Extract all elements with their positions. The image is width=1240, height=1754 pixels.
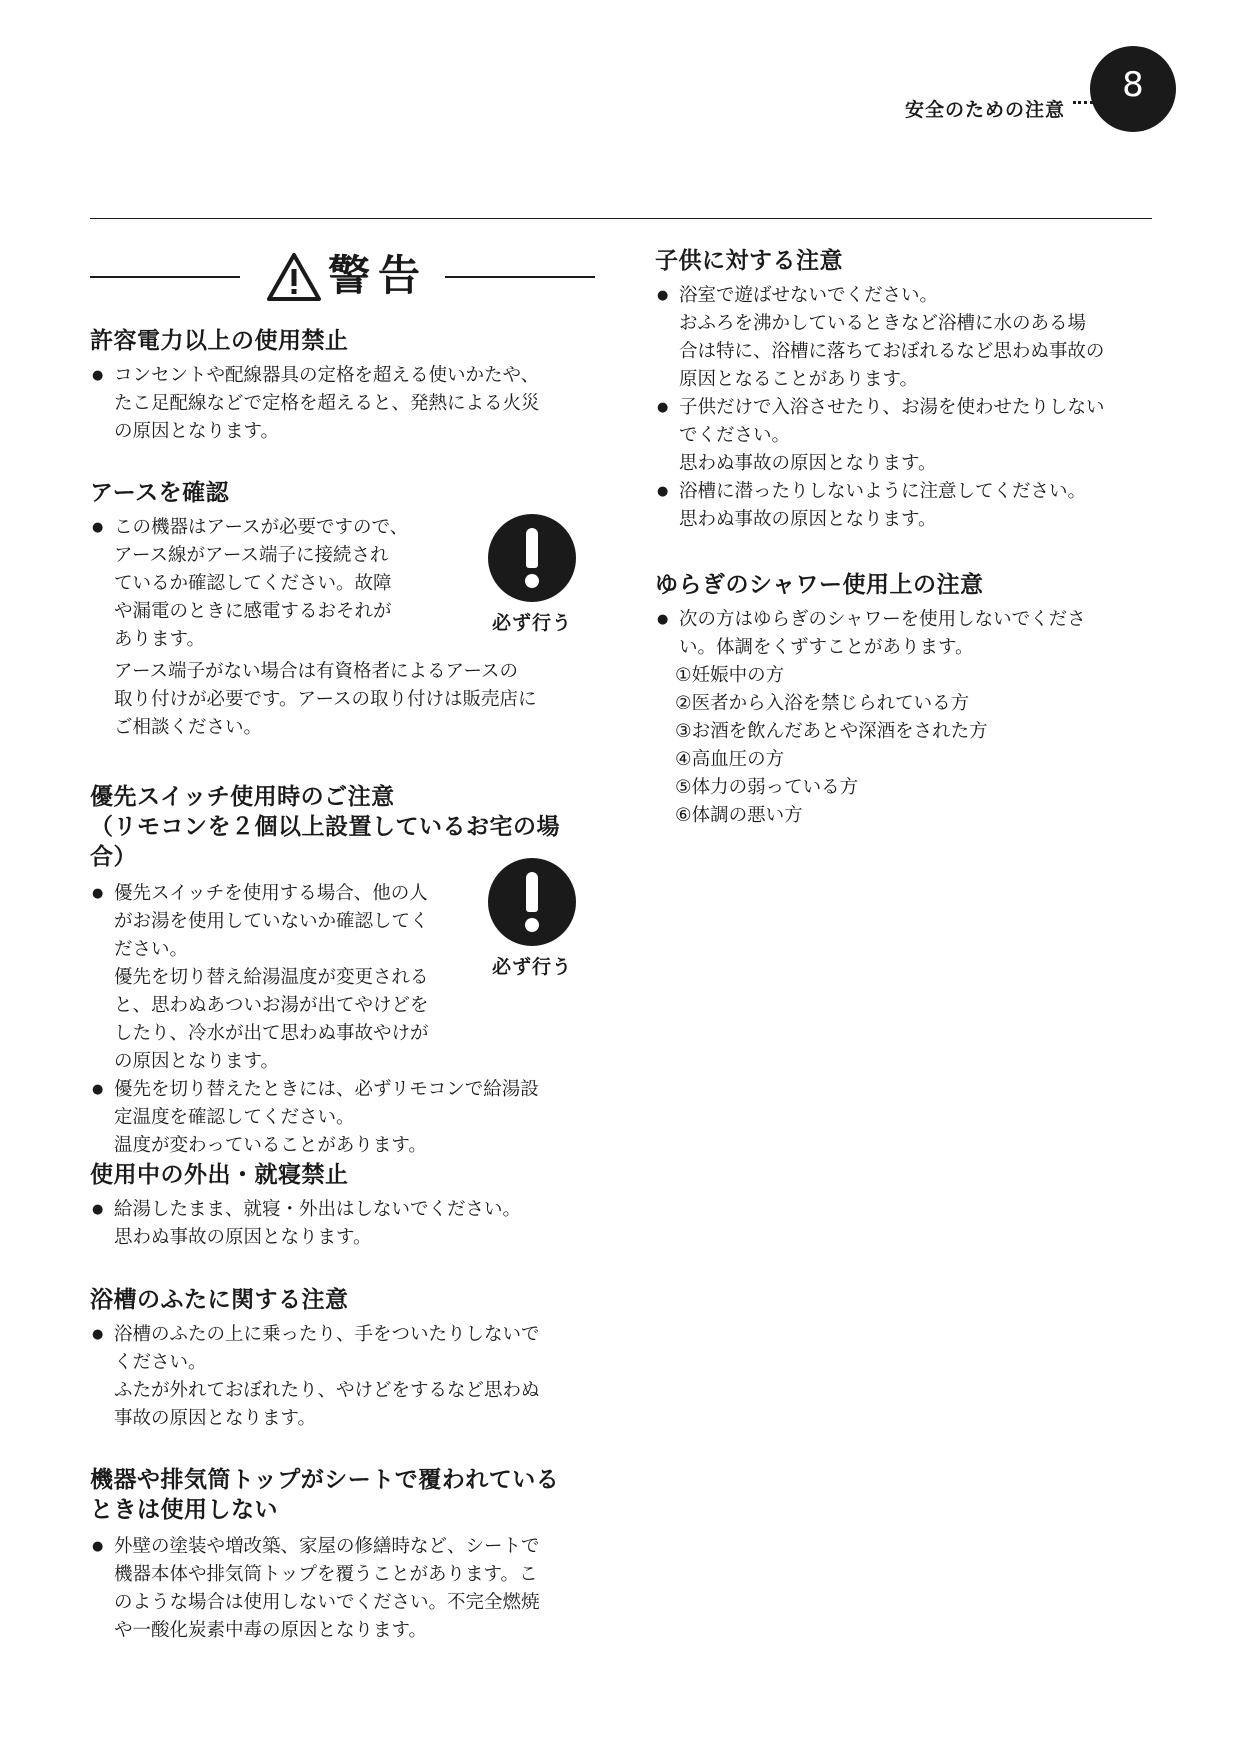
list-item: [655, 478, 1160, 534]
text-line: 次の方はゆらぎのシャワーを使用しないでくださ: [679, 609, 1086, 630]
title-line: 優先スイッチ使用時のご注意: [90, 784, 395, 810]
text-line: あります。: [114, 629, 206, 650]
text-line: 定温度を確認してください。: [114, 1107, 355, 1128]
section-title: 許容電力以上の使用禁止: [90, 328, 349, 354]
list-item: [655, 606, 1160, 662]
text-line: 浴室で遊ばせないでください。: [679, 285, 939, 306]
numbered-item: ③お酒を飲んだあとや深酒をされた方: [675, 721, 988, 742]
list-item: [90, 1321, 595, 1433]
text-line: 合は特に、浴槽に落ちておぼれるなど思わぬ事故の: [679, 341, 1105, 362]
section-no-leaving: [90, 1160, 595, 1252]
bullet-icon: ●: [657, 288, 669, 303]
mandatory-label: 必ず行う: [491, 612, 572, 634]
text-line: 給湯したまま、就寝・外出はしないでください。: [114, 1199, 522, 1220]
text-line: この機器はアースが必要ですので、: [114, 517, 409, 538]
top-divider: [90, 218, 1152, 219]
text-line: がお湯を使用していないか確認してく: [114, 911, 429, 932]
warning-rule-right: [445, 276, 595, 278]
warning-rule-left: [90, 276, 240, 278]
bullet-icon: ●: [657, 484, 669, 499]
text-line: と、思わぬあついお湯が出てやけどを: [114, 995, 429, 1016]
text-line: 思わぬ事故の原因となります。: [679, 509, 937, 530]
text-line: ふたが外れておぼれたり、やけどをするなど思わぬ: [114, 1380, 540, 1401]
text-line: 外壁の塗装や増改築、家屋の修繕時など、シートで: [114, 1536, 540, 1557]
text-line: 優先スイッチを使用する場合、他の人: [114, 883, 428, 904]
mandatory-symbol: [482, 514, 582, 635]
text-line: 浴槽のふたの上に乗ったり、手をついたりしないで: [114, 1324, 540, 1345]
text-line: 優先を切り替え給湯温度が変更される: [114, 967, 429, 988]
section-bath-lid: [90, 1285, 595, 1433]
section-title: [90, 1465, 595, 1525]
text-line: したり、冷水が出て思わぬ事故やけが: [114, 1023, 429, 1044]
section-title: 子供に対する注意: [655, 248, 843, 274]
note-text: [90, 658, 595, 742]
bullet-icon: ●: [92, 368, 104, 383]
text-line: 取り付けが必要です。アースの取り付けは販売店に: [114, 689, 537, 710]
bullet-icon: ●: [92, 886, 104, 901]
text-line: や一酸化炭素中毒の原因となります。: [114, 1620, 428, 1641]
title-line: 機器や排気筒トップがシートで覆われている: [90, 1467, 560, 1493]
warning-label: 警告: [328, 251, 429, 300]
text-line: でください。: [679, 425, 791, 446]
text-line: コンセントや配線器具の定格を超える使いかたや、: [114, 365, 540, 386]
warning-triangle-icon: [266, 252, 322, 302]
text-line: 思わぬ事故の原因となります。: [114, 1227, 372, 1248]
list-item: [90, 1196, 595, 1252]
running-header-title: 安全のための注意: [904, 99, 1065, 121]
numbered-item: ②医者から入浴を禁じられている方: [675, 693, 970, 714]
text-line: 子供だけで入浴させたり、お湯を使わせたりしない: [679, 397, 1105, 418]
section-title: アースを確認: [90, 480, 230, 506]
numbered-list: [655, 662, 1160, 830]
list-item: [655, 282, 1160, 394]
text-line: ご相談ください。: [114, 717, 263, 738]
text-line: の原因となります。: [114, 1051, 280, 1072]
text-line: ださい。: [114, 939, 189, 960]
bullet-icon: ●: [657, 400, 669, 415]
bullet-icon: ●: [92, 1202, 104, 1217]
bullet-icon: ●: [92, 1327, 104, 1342]
bullet-icon: ●: [92, 1539, 104, 1554]
mandatory-label: 必ず行う: [491, 956, 572, 978]
bullet-icon: ●: [657, 612, 669, 627]
list-item: [90, 1076, 595, 1160]
text-line: たこ足配線などで定格を超えると、発熱による火災: [114, 393, 540, 414]
text-line: 温度が変わっていることがあります。: [114, 1135, 427, 1156]
text-line: アース線がアース端子に接続され: [114, 545, 389, 566]
section-shower: [655, 570, 1160, 830]
warning-heading: [90, 248, 595, 304]
section-sheet-cover: [90, 1465, 595, 1645]
exclamation-icon: [488, 514, 576, 602]
section-title: 使用中の外出・就寝禁止: [90, 1162, 349, 1188]
numbered-item: ⑤体力の弱っている方: [675, 777, 859, 798]
list-item: [655, 394, 1160, 478]
text-line: のような場合は使用しないでください。不完全燃焼: [114, 1592, 540, 1613]
text-line: ください。: [114, 1352, 207, 1373]
text-line: 原因となることがあります。: [679, 369, 919, 390]
section-title: 浴槽のふたに関する注意: [90, 1287, 349, 1313]
text-line: おふろを沸かしているときなど浴槽に水のある場: [679, 313, 1087, 334]
title-line: （リモコンを２個以上設置しているお宅の場合）: [90, 814, 560, 870]
text-line: アース端子がない場合は有資格者によるアースの: [114, 661, 519, 682]
bullet-icon: ●: [92, 520, 104, 535]
text-line: 事故の原因となります。: [114, 1408, 317, 1429]
section-children: [655, 246, 1160, 534]
numbered-item: ①妊娠中の方: [675, 665, 785, 686]
text-line: い。体調をくずすことがあります。: [679, 637, 974, 658]
bullet-icon: ●: [92, 1082, 104, 1097]
numbered-item: ⑥体調の悪い方: [675, 805, 803, 826]
exclamation-icon: [488, 858, 576, 946]
section-title: ゆらぎのシャワー使用上の注意: [655, 572, 984, 598]
text-line: 思わぬ事故の原因となります。: [679, 453, 937, 474]
title-line: ときは使用しない: [90, 1497, 278, 1523]
numbered-item: ④高血圧の方: [675, 749, 785, 770]
list-item: [90, 362, 595, 446]
section-power-limit: [90, 326, 595, 446]
list-item: [90, 1533, 595, 1645]
text-line: 優先を切り替えたときには、必ずリモコンで給湯設: [114, 1079, 539, 1100]
text-line: 機器本体や排気筒トップを覆うことがあります。こ: [114, 1564, 538, 1585]
mandatory-symbol: [482, 858, 582, 979]
text-line: 浴槽に潜ったりしないように注意してください。: [679, 481, 1087, 502]
page-number-badge: 8: [1090, 46, 1176, 132]
text-line: や漏電のときに感電するおそれが: [114, 601, 392, 622]
text-line: の原因となります。: [114, 421, 280, 442]
text-line: ているか確認してください。故障: [114, 573, 392, 594]
